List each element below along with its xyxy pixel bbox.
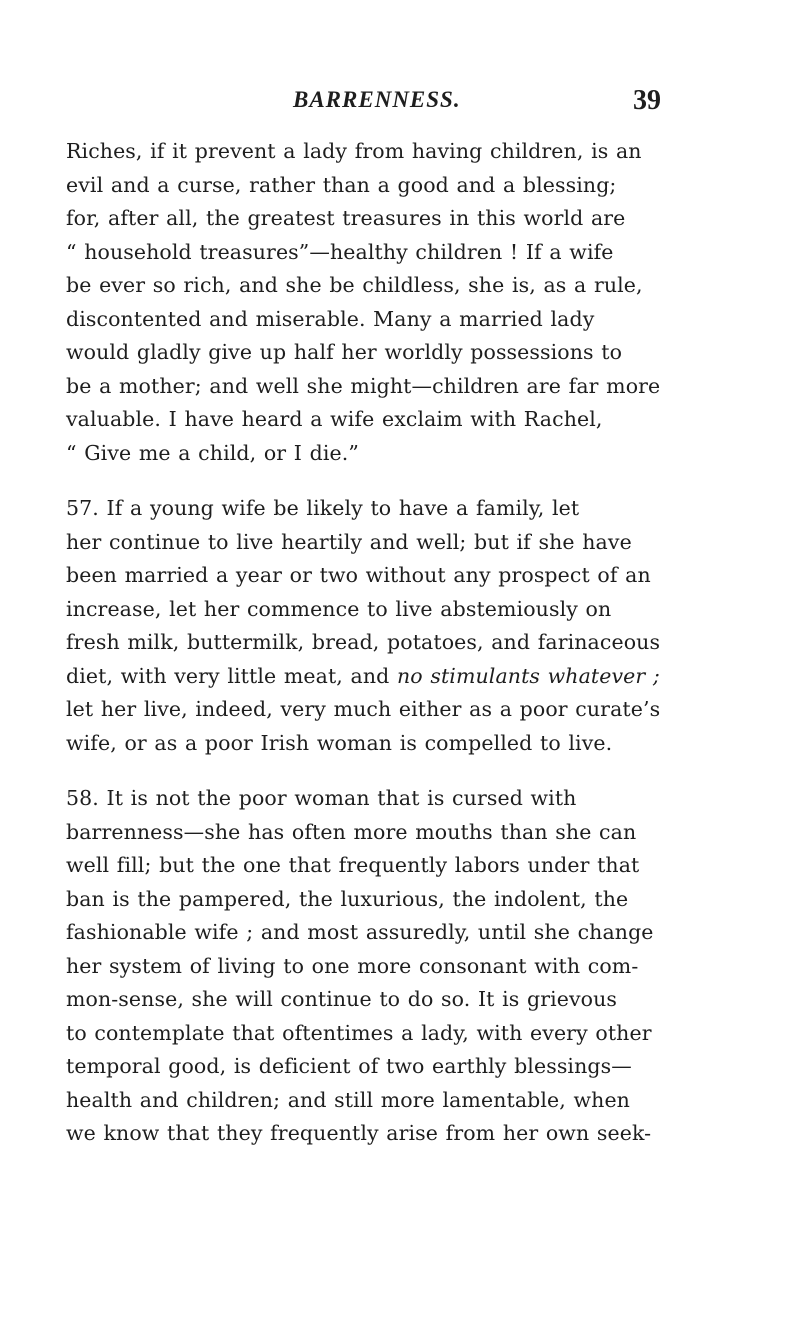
text-line: health and children; and still more lamentable, when (66, 1087, 630, 1112)
text-line: 57. If a young wife be likely to have a family, let (66, 496, 580, 520)
body-text (66, 135, 750, 1151)
text-line: ban is the pampered, the luxurious, the indolent, the (66, 886, 629, 911)
text-line: evil and a curse, rather than a good and a blessing; (66, 172, 617, 197)
text-line: barrenness—she has often more mouths than she can (66, 819, 637, 844)
text-line: be ever so rich, and she be childless, she is, as a rule, (66, 273, 643, 297)
text-line: be a mother; and well she might—children are far more (66, 373, 661, 398)
text-line: 58. It is not the poor woman that is cursed with (66, 786, 577, 810)
text-line-with-emphasis (66, 660, 750, 694)
text-line: let her live, indeed, very much either as a poor curate’s (66, 697, 661, 721)
text-line: would gladly give up half her worldly possessions to (66, 340, 623, 364)
text-line: discontented and miserable. Many a married lady (66, 306, 595, 331)
text-line: Riches, if it prevent a lady from having children, is an (66, 139, 642, 163)
text-line: been married a year or two without any prospect of an (66, 563, 651, 587)
text-line: valuable. I have heard a wife exclaim with Rachel, (66, 407, 603, 431)
text-line: mon-sense, she will continue to do so. It is grievous (66, 987, 618, 1011)
text-line: wife, or as a poor Irish woman is compelled to live. (66, 730, 613, 755)
text-line: temporal good, is deficient of two earthly blessings— (66, 1054, 632, 1078)
text-line: for, after all, the greatest treasures in this world are (66, 206, 626, 230)
paragraph-58 (66, 782, 750, 1151)
text-line: well fill; but the one that frequently labors under that (66, 853, 640, 877)
running-head: BARRENNESS. (293, 87, 461, 112)
text-line: “ household treasures”—healthy children ! If a wife (66, 239, 614, 264)
text-line: “ Give me a child, or I die.” (66, 440, 359, 465)
italic-emphasis: no stimulants whatever ; (396, 663, 660, 688)
paragraph-57 (66, 492, 750, 760)
text-line: to contemplate that oftentimes a lady, with every other (66, 1020, 652, 1045)
paragraph-gap (66, 470, 750, 492)
text-line: her system of living to one more consonant with com- (66, 953, 639, 978)
page-header (0, 87, 800, 127)
text-line: fresh milk, buttermilk, bread, potatoes, and farinaceous (66, 630, 661, 654)
text-line: fashionable wife ; and most assuredly, until she change (66, 920, 654, 944)
text-line: increase, let her commence to live abstemiously on (66, 596, 612, 621)
text-line: her continue to live heartily and well; but if she have (66, 529, 632, 554)
page-number: 39 (633, 85, 661, 116)
text-line: we know that they frequently arise from her own seek- (66, 1121, 652, 1145)
paragraph-riches (66, 135, 750, 470)
line-text: diet, with very little meat, and (66, 663, 397, 688)
paragraph-gap (66, 760, 750, 782)
